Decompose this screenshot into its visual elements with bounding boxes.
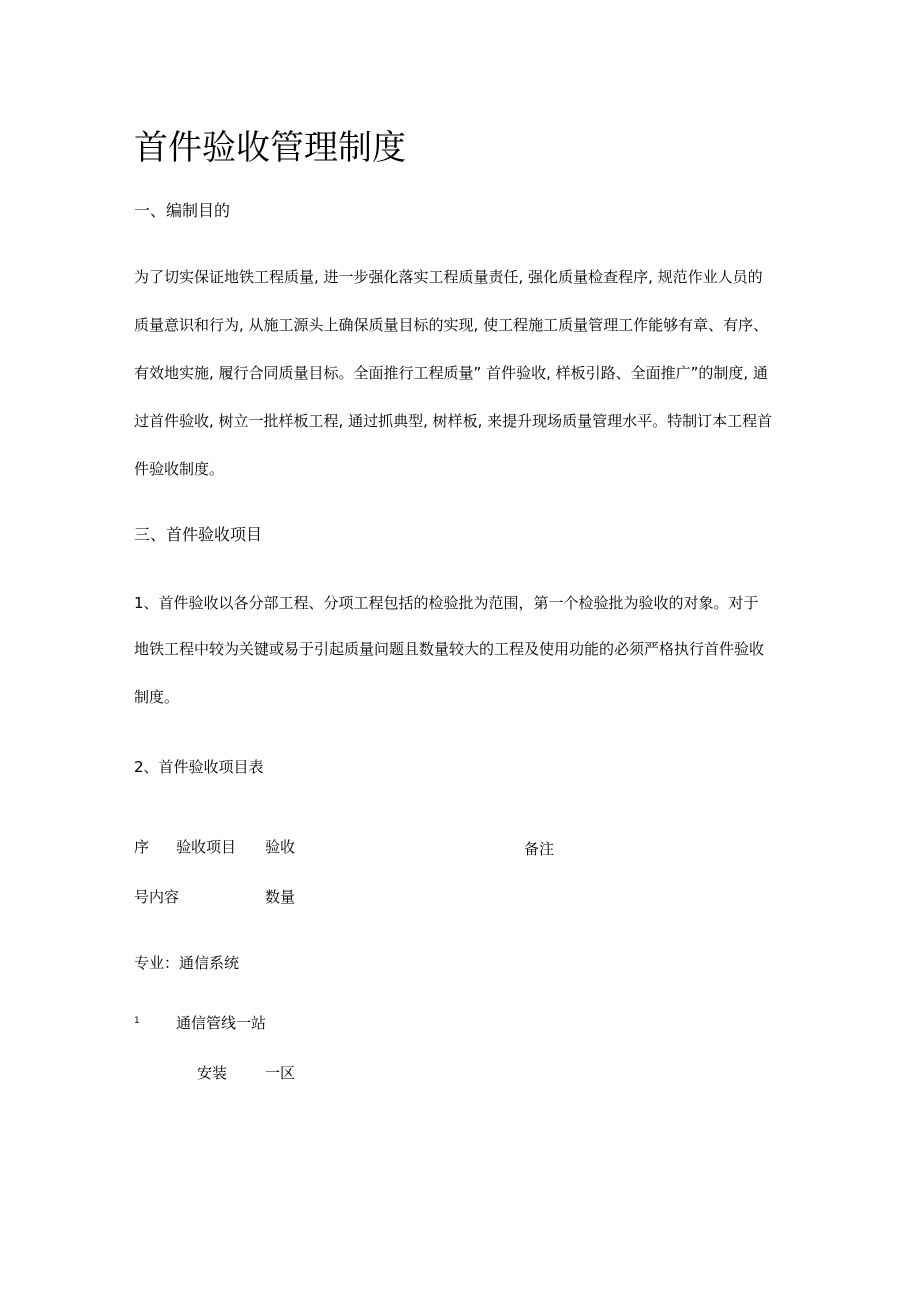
table-header-remark: 备注 [524,840,555,858]
section1-heading: 一、编制目的 [134,201,231,220]
section1-line-1: 为了切实保证地铁工程质量, 进一步强化落实工程质量责任, 强化质量检查程序, 规范作业人员的 [134,268,763,286]
section3-item1-line-3: 制度。 [134,688,180,706]
table-header-qty: 验收 [265,838,296,856]
table-header-item: 验收项目 [176,838,237,856]
section3-item1-line-2: 地铁工程中较为关键或易于引起质量问题且数量较大的工程及使用功能的必须严格执行首件验收 [134,640,765,658]
section3-heading: 三、首件验收项目 [134,525,263,544]
section1-line-3: 有效地实施, 履行合同质量目标。全面推行工程质量” 首件验收, 样板引路、全面推广”的制度, 通 [134,364,768,382]
section3-item1-line-1: 1、首件验收以各分部工程、分项工程包括的检验批为范围，第一个检验批为验收的对象。对于 [134,594,759,612]
document-title: 首件验收管理制度 [134,128,406,168]
table-header-qty-unit: 数量 [265,888,296,906]
section1-line-4: 过首件验收, 树立一批样板工程, 通过抓典型, 树样板, 来提升现场质量管理水平。特制订本工程首 [134,412,773,430]
table-row-1-item-line-2: 安装 [197,1064,228,1082]
section1-line-5: 件验收制度。 [134,460,225,478]
section3-item2: 2、首件验收项目表 [134,758,264,776]
section1-line-2: 质量意识和行为, 从施工源头上确保质量目标的实现, 使工程施工质量管理工作能够有章、有序、 [134,316,769,334]
table-row-1-item-line-1: 通信管线一站 [176,1014,267,1032]
table-row-1-qty: 一区 [265,1064,296,1082]
table-header-seq-content: 号内容 [134,888,180,906]
table-header-seq: 序 [134,838,150,856]
table-specialty: 专业：通信系统 [134,954,240,972]
table-row-1-seq: 1 [134,1016,140,1026]
